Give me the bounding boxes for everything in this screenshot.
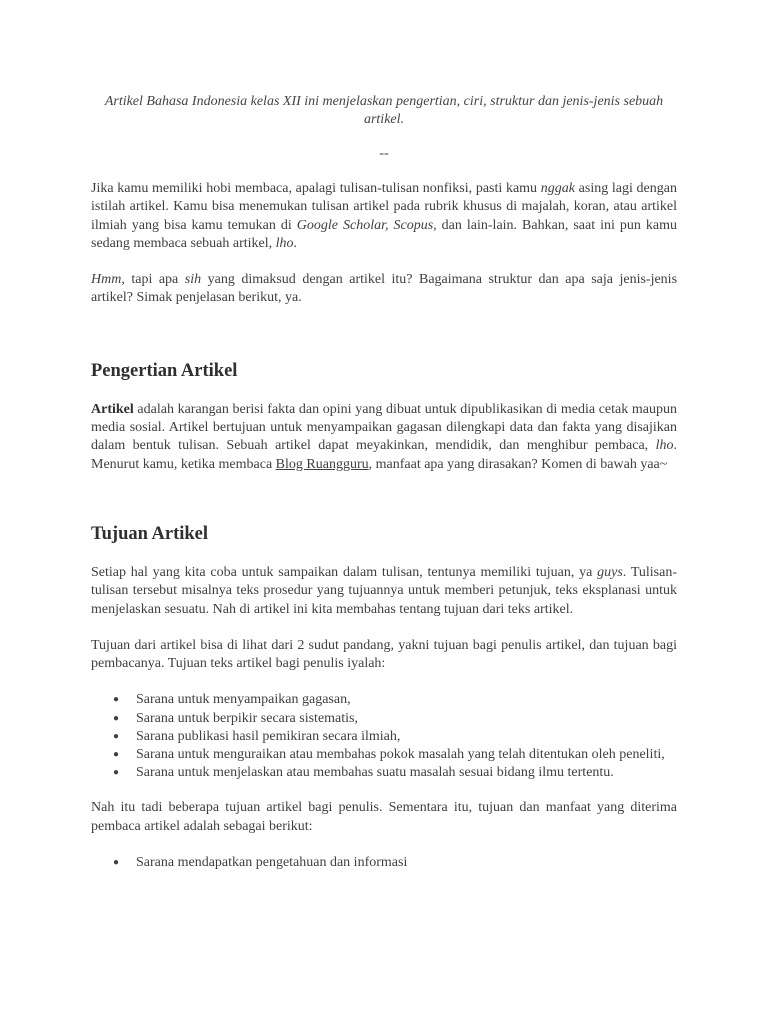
- bullet-icon: ●: [113, 749, 120, 761]
- list-item-text: Sarana untuk berpikir secara sistematis,: [136, 710, 358, 726]
- list-item: [91, 746, 677, 764]
- list-item: [91, 854, 677, 872]
- list-item-text: Sarana untuk menyampaikan gagasan,: [136, 692, 351, 708]
- list-item-text: Sarana mendapatkan pengetahuan dan informasi: [136, 855, 408, 871]
- bullet-icon: ●: [113, 694, 120, 706]
- list-tujuan-pembaca: [91, 854, 677, 872]
- bullet-icon: ●: [113, 857, 120, 869]
- blog-ruangguru-link[interactable]: Blog Ruangguru: [275, 456, 369, 472]
- text: yang dimaksud dengan artikel itu? Bagaimana struktur dan apa saja jenis-jenis artikel? Simak penjelasan berikut, ya.: [91, 272, 678, 306]
- text: . Menurut kamu, ketika membaca: [91, 438, 677, 472]
- list-item-text: Sarana untuk menguraikan atau membahas pokok masalah yang telah ditentukan oleh peneliti,: [136, 747, 665, 763]
- list-item: [91, 728, 677, 746]
- paragraph-intro-2: [91, 271, 677, 308]
- italic-text: lho: [655, 438, 674, 454]
- document-page: [91, 93, 677, 872]
- paragraph-definition: [91, 401, 677, 474]
- text: .: [293, 235, 298, 251]
- bullet-icon: ●: [113, 767, 120, 779]
- text: Jika kamu memiliki hobi membaca, apalagi tulisan-tulisan nonfiksi, pasti kamu: [91, 181, 541, 196]
- heading-pengertian: Pengertian Artikel: [91, 360, 238, 381]
- list-item: [91, 691, 677, 709]
- separator: --: [379, 146, 389, 161]
- text: Setiap hal yang kita coba untuk sampaikan dalam tulisan, tentunya memiliki tujuan, ya: [91, 564, 598, 580]
- list-tujuan-penulis: [91, 691, 677, 782]
- paragraph-tujuan-2: Tujuan dari artikel bisa di lihat dari 2 sudut pandang, yakni tujuan bagi penulis artikel, dan tujuan bagi pembacanya. Tujuan teks artikel bagi penulis iyalah:: [91, 637, 677, 672]
- bold-term: Artikel: [91, 401, 134, 417]
- text: adalah karangan berisi fakta dan opini yang dibuat untuk dipublikasikan di media cetak maupun media sosial. Artikel bertujuan untuk menyampaikan gagasan dilengkapi data dan fakta yang disajikan dalam bentuk tulisan. Sebuah artikel dapat meyakinkan, mendidik, dan menghibur pembaca,: [91, 401, 677, 454]
- italic-text: sih: [184, 272, 202, 288]
- list-item: [91, 764, 677, 782]
- text: . Tulisan-tulisan tersebut misalnya teks prosedur yang tujuannya untuk memberi petunjuk, teks eksplanasi untuk menjelaskan sesuatu. Nah di artikel ini kita membahas tentang tujuan dari teks artikel.: [91, 564, 677, 617]
- italic-text: lho: [275, 235, 294, 251]
- paragraph-intro-1: [91, 180, 677, 253]
- text: , tapi apa: [121, 272, 185, 288]
- list-item-text: Sarana untuk menjelaskan atau membahas suatu masalah sesuai bidang ilmu tertentu.: [136, 765, 614, 781]
- list-item: [91, 710, 677, 728]
- text: dan lain-lain. Bahkan, saat ini pun kamu sedang membaca sebuah artikel,: [91, 217, 677, 251]
- italic-text: guys: [597, 564, 623, 580]
- bullet-icon: ●: [113, 730, 120, 742]
- italic-text: Hmm: [91, 272, 122, 288]
- heading-tujuan: Tujuan Artikel: [91, 523, 209, 544]
- italic-text: nggak: [540, 181, 575, 196]
- text: , manfaat apa yang dirasakan? Komen di bawah yaa~: [368, 456, 668, 472]
- italic-text: Google Scholar, Scopus,: [296, 217, 437, 233]
- bullet-icon: ●: [113, 712, 120, 724]
- text: asing lagi dengan istilah artikel. Kamu bisa menemukan tulisan artikel pada rubrik khusus di majalah, koran, atau artikel ilmiah yang bisa kamu temukan di: [91, 181, 677, 233]
- intro-text: Artikel Bahasa Indonesia kelas XII ini menjelaskan pengertian, ciri, struktur dan jenis-jenis sebuah artikel.: [104, 94, 664, 127]
- paragraph-tujuan-1: [91, 564, 677, 619]
- paragraph-tujuan-3: Nah itu tadi beberapa tujuan artikel bagi penulis. Sementara itu, tujuan dan manfaat yang diterima pembaca artikel adalah sebagai berikut:: [91, 800, 677, 834]
- list-item-text: Sarana publikasi hasil pemikiran secara ilmiah,: [136, 728, 401, 744]
